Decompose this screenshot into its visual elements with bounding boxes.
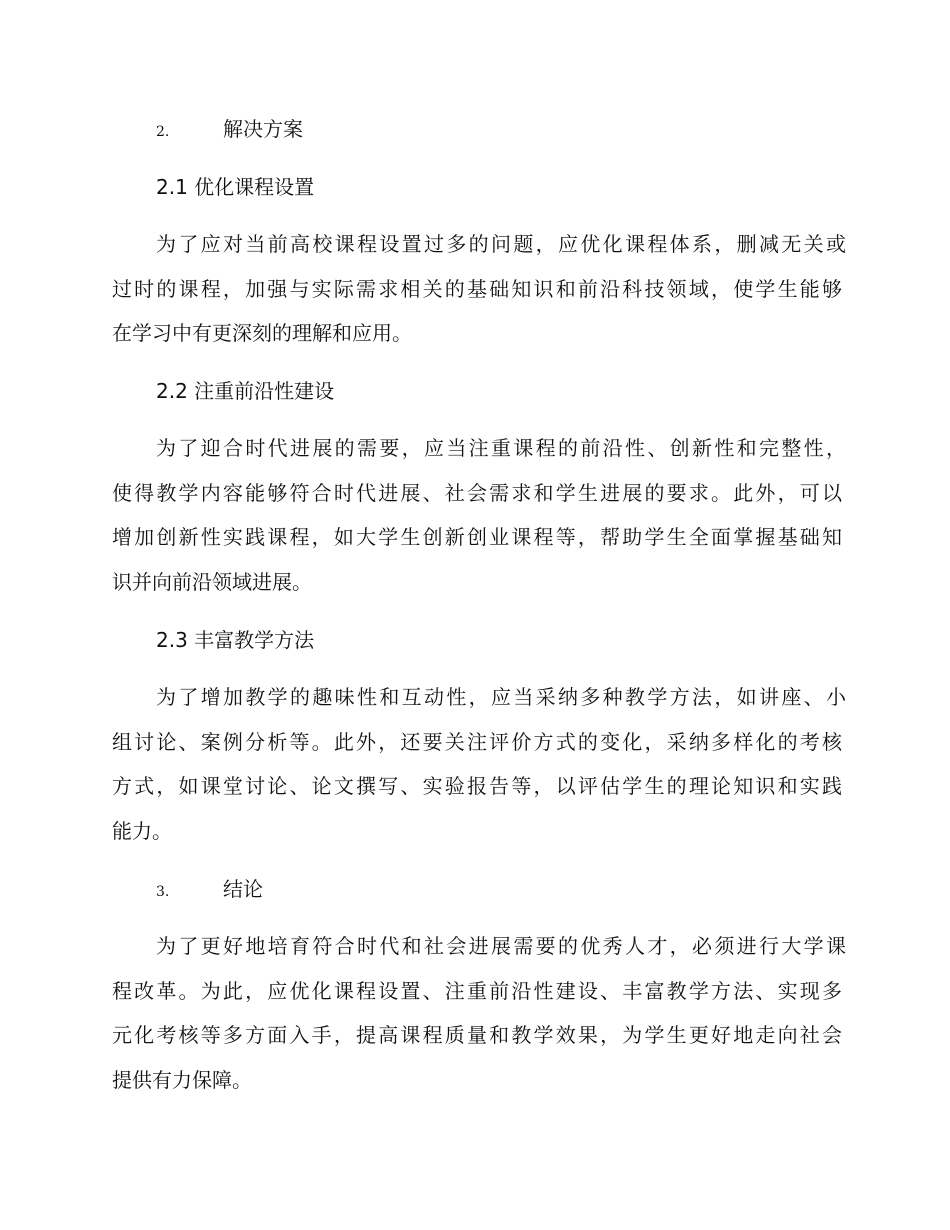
section-2-heading [156, 114, 846, 147]
paragraph-line: 增加创新性实践课程，如大学生创新创业课程等，帮助学生全面掌握基础知 [112, 525, 842, 549]
paragraph-line: 使得教学内容能够符合时代进展、社会需求和学生进展的要求。此外，可以 [112, 481, 842, 505]
paragraph-line: 程改革。为此，应优化课程设置、注重前沿性建设、丰富教学方法、实现多 [112, 979, 842, 1003]
paragraph-line: 过时的课程，加强与实际需求相关的基础知识和前沿科技领域，使学生能够 [112, 277, 842, 301]
subsection-2-3-heading: 2.3 丰富教学方法 [156, 628, 315, 652]
paragraph-line: 为了增加教学的趣味性和互动性，应当采纳多种教学方法，如讲座、小 [156, 685, 846, 709]
paragraph-line: 为了应对当前高校课程设置过多的问题，应优化课程体系，删减无关或 [156, 232, 846, 256]
paragraph-line: 组讨论、案例分析等。此外，还要关注评价方式的变化，采纳多样化的考核 [112, 730, 842, 754]
paragraph-line: 为了迎合时代进展的需要，应当注重课程的前沿性、创新性和完整性， [156, 436, 846, 460]
paragraph-line: 提供有力保障。 [112, 1068, 252, 1092]
subsection-2-1-heading: 2.1 优化课程设置 [156, 175, 315, 199]
paragraph-line: 方式，如课堂讨论、论文撰写、实验报告等，以评估学生的理论知识和实践 [112, 774, 842, 798]
paragraph-line: 为了更好地培育符合时代和社会进展需要的优秀人才，必须进行大学课 [156, 934, 846, 958]
paragraph-line: 在学习中有更深刻的理解和应用。 [112, 321, 412, 345]
section-2-number: 2. [156, 124, 170, 140]
section-3-number: 3. [156, 884, 170, 900]
subsection-2-2-heading: 2.2 注重前沿性建设 [156, 379, 335, 403]
paragraph-line: 能力。 [112, 819, 172, 843]
paragraph-line: 元化考核等多方面入手，提高课程质量和教学效果，为学生更好地走向社会 [112, 1023, 842, 1047]
paragraph-line: 识并向前沿领域进展。 [112, 570, 312, 594]
section-2-title: 解决方案 [223, 117, 303, 141]
section-3-heading [156, 874, 846, 907]
section-3-title: 结论 [223, 877, 263, 901]
